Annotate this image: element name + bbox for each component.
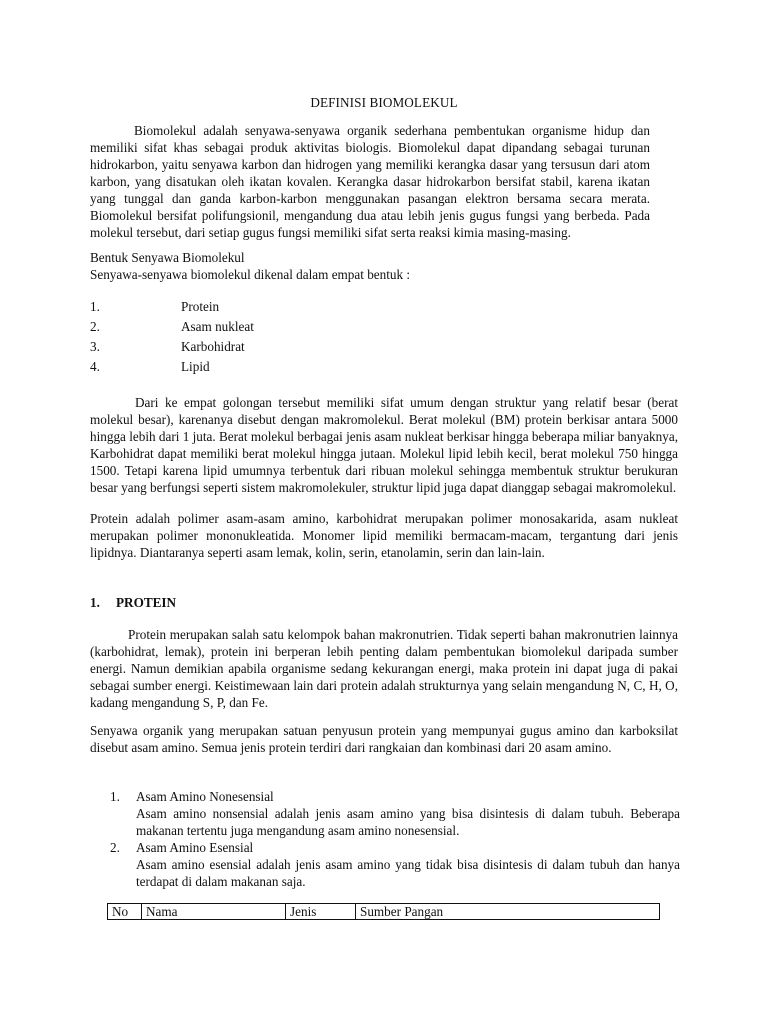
intro-paragraph: Biomolekul adalah senyawa-senyawa organik sederhana pembentukan organisme hidup dan memiliki sifat khas sebagai produk aktivitas biologis. Biomolekul dapat dipandang sebagai turunan hidrokarbon, yaitu senyawa karbon dan hidrogen yang memiliki kerangka dasar yang tersusun dari atom karbon, yang disatukan oleh ikatan kovalen. Kerangka dasar hidrokarbon bersifat stabil, karena ikatan yang tunggal dan ganda karbon-karbon menggunakan pasangan elektron bersama secara merata. Biomolekul bersifat polifungsionil, mengandung dua atau lebih jenis gugus fungsi yang berbeda. Pada molekul tersebut, dari setiap gugus fungsi memiliki sifat serta reaksi kimia masing-masing.	[90, 123, 650, 240]
column-header-jenis: Jenis	[286, 904, 356, 920]
table-header-row	[108, 904, 660, 920]
list-item-number: 4.	[90, 359, 100, 374]
list-item-number: 1.	[90, 299, 100, 314]
list-item	[90, 358, 390, 378]
list-item-title: Asam Amino Esensial	[136, 840, 254, 855]
section-number: 1.	[90, 595, 100, 610]
list-item-number: 2.	[90, 319, 100, 334]
section-heading-protein	[90, 594, 176, 611]
list-item	[90, 338, 390, 358]
list-item-title: Asam Amino Nonesensial	[136, 789, 274, 804]
column-header-nama: Nama	[142, 904, 286, 920]
list-item-label: Lipid	[181, 359, 210, 374]
document-title: DEFINISI BIOMOLEKUL	[310, 95, 458, 110]
macromolecule-paragraph: Dari ke empat golongan tersebut memiliki sifat umum dengan struktur yang relatif besar (berat molekul besar), karenanya disebut dengan makromolekul. Berat molekul (BM) protein berkisar antara 5000 hingga lebih dari 1 juta. Berat molekul berbagai jenis asam nukleat berkisar hingga beberapa miliar banyaknya, Karbohidrat dapat memiliki berat molekul hingga jutaan. Molekul lipid lebih kecil, berat molekul 750 hingga 1500. Tetapi karena lipid umumnya terbentuk dari ribuan molekul sehingga membentuk struktur berukuran besar yang berfungsi seperti sistem makromolekuler, struktur lipid juga dapat dianggap sebagai makromolekul.	[90, 395, 678, 495]
list-item	[90, 298, 390, 318]
polymer-paragraph: Protein adalah polimer asam-asam amino, karbohidrat merupakan polimer monosakarida, asam nukleat merupakan polimer mononukleatida. Monomer lipid memiliki bermacam-macam, tergantung dari jenis lipidnya. Diantaranya seperti asam lemak, kolin, serin, etanolamin, serin dan lain-lain.	[90, 511, 678, 560]
bentuk-heading: Bentuk Senyawa Biomolekul	[90, 250, 245, 265]
biomolecule-forms-list	[90, 298, 390, 378]
list-item-body	[136, 839, 680, 890]
amino-acid-types-list	[110, 788, 680, 890]
list-item-label: Karbohidrat	[181, 339, 245, 354]
list-item	[90, 318, 390, 338]
list-item-body	[136, 788, 680, 839]
list-item-description: Asam amino esensial adalah jenis asam amino yang tidak bisa disintesis di dalam tubuh dan hanya terdapat di dalam makanan saja.	[136, 857, 680, 889]
list-item-number: 1.	[110, 789, 120, 804]
list-item-number: 3.	[90, 339, 100, 354]
column-header-sumber-pangan: Sumber Pangan	[356, 904, 660, 920]
list-item	[110, 839, 680, 890]
list-item-label: Protein	[181, 299, 220, 314]
protein-paragraph: Protein merupakan salah satu kelompok bahan makronutrien. Tidak seperti bahan makronutrien lainnya (karbohidrat, lemak), protein ini berperan lebih penting dalam pembentukan biomolekul daripada sumber energi. Namun demikian apabila organisme sedang kekurangan energi, maka protein ini dapat juga di pakai sebagai sumber energi. Keistimewaan lain dari protein adalah strukturnya yang selain mengandung N, C, H, O, kadang mengandung S, P, dan Fe.	[90, 627, 678, 710]
bentuk-intro: Senyawa-senyawa biomolekul dikenal dalam empat bentuk :	[90, 267, 411, 282]
list-item-number: 2.	[110, 840, 120, 855]
list-item-description: Asam amino nonsensial adalah jenis asam amino yang bisa disintesis di dalam tubuh. Beberapa makanan tertentu juga mengandung asam amino nonesensial.	[136, 806, 680, 838]
amino-acid-paragraph: Senyawa organik yang merupakan satuan penyusun protein yang mempunyai gugus amino dan karboksilat disebut asam amino. Semua jenis protein terdiri dari rangkaian dan kombinasi dari 20 asam amino.	[90, 723, 678, 755]
amino-acid-table	[107, 903, 660, 920]
list-item	[110, 788, 680, 839]
list-item-label: Asam nukleat	[181, 319, 254, 334]
section-title: PROTEIN	[116, 595, 177, 610]
column-header-no: No	[108, 904, 142, 920]
